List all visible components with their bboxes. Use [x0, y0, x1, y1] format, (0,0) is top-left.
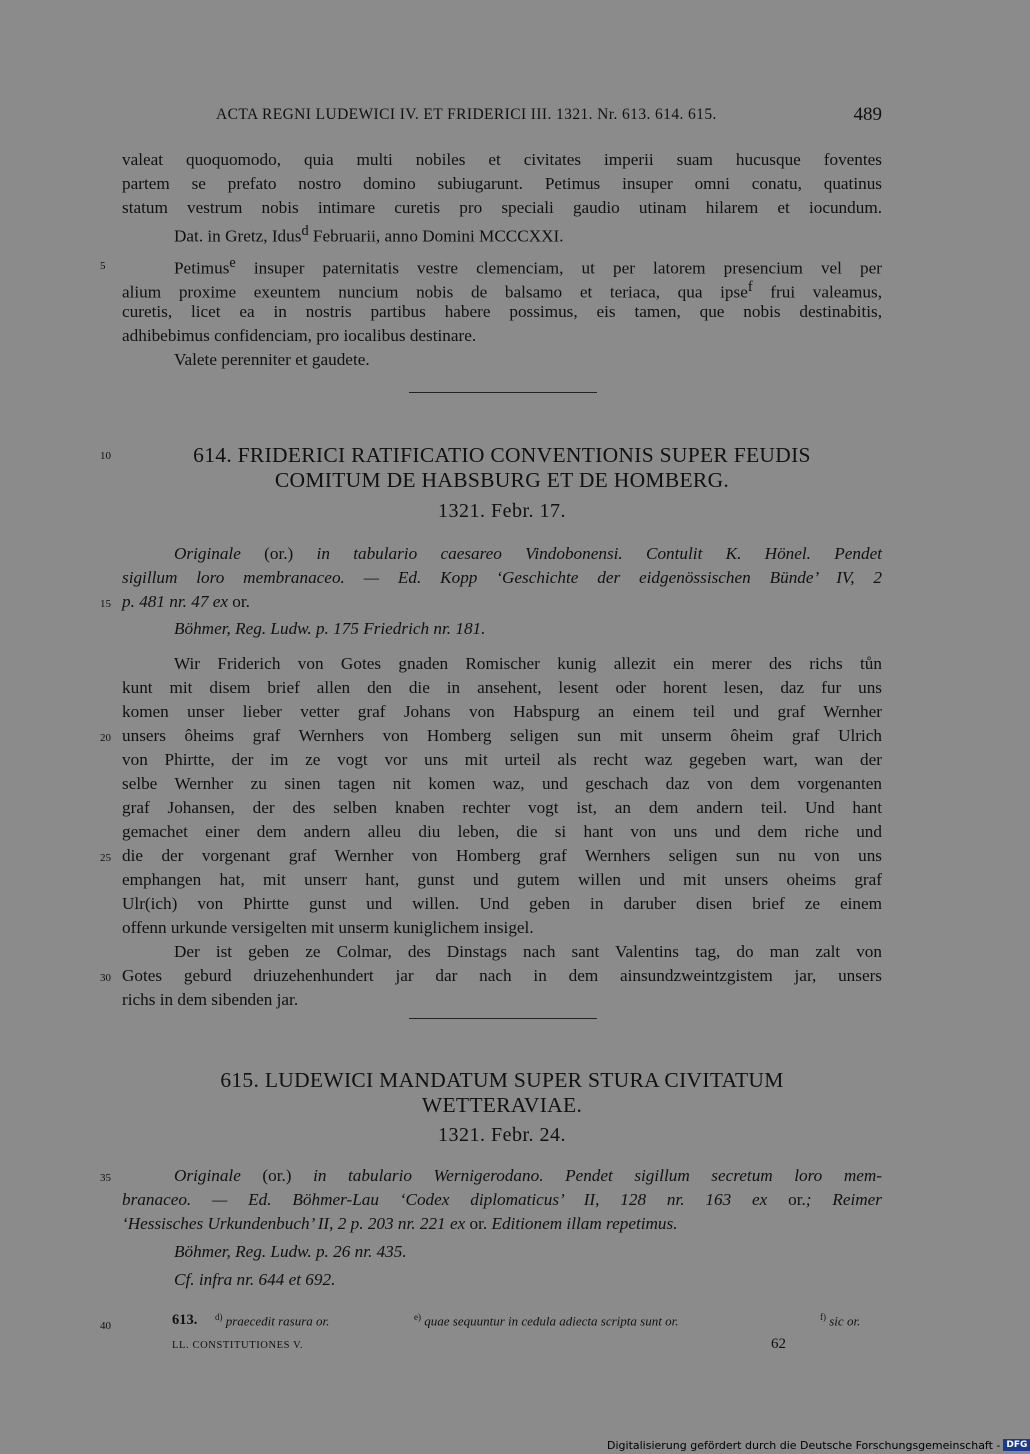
dfg-logo: DFG [1003, 1439, 1030, 1451]
line-number: 15 [100, 598, 111, 610]
line-number: 25 [100, 852, 111, 864]
charter-text-line: Ulr(ich) von Phirtte gunst und willen. Und geben in daruber disen brief ze einem [122, 894, 882, 913]
doc-heading: COMITUM DE HABSBURG ET DE HOMBERG. [274, 468, 730, 492]
doc-date: 1321. Febr. 17. [437, 500, 567, 522]
running-head [120, 106, 882, 130]
line-number: 40 [100, 1320, 111, 1332]
doc-heading: 615. LUDEWICI MANDATUM SUPER STURA CIVITATUM [220, 1068, 784, 1092]
charter-text-line: graf Johansen, der des selben knaben rechter vogt ist, an dem andern teil. Und hant [122, 798, 882, 817]
charter-text-line: unsers ôheims graf Wernhers von Homberg seligen sun mit unserm ôheim graf Ulrich [122, 726, 882, 745]
line-number: 35 [100, 1172, 111, 1184]
footnote-doc-number: 613. [172, 1312, 198, 1328]
source-note: branaceo. — Ed. Böhmer-Lau ‘Codex diplomaticus’ II, 128 nr. 163 ex or.; Reimer [122, 1190, 882, 1209]
charter-text-line: selbe Wernher zu sinen tagen nit komen waz, und geschach daz von dem vorgenanten [122, 774, 882, 793]
line-number: 30 [100, 972, 111, 984]
source-note: sigillum loro membranaceo. — Ed. Kopp ‘Geschichte der eidgenössischen Bünde’ IV, 2 [122, 568, 882, 587]
body-line: statum vestrum nobis intimare curetis pro speciali gaudio utinam hilarem et iocundum. [122, 198, 882, 217]
body-line: partem se prefato nostro domino subiugarunt. Petimus insuper omni conatu, quatinus [122, 174, 882, 193]
postscript-line: adhibebimus confidenciam, pro iocalibus destinare. [122, 326, 477, 345]
separator-rule [409, 1018, 597, 1019]
source-note: Originale (or.) in tabulario Wernigerodano. Pendet sigillum secretum loro mem- [174, 1166, 882, 1185]
charter-text-line: Wir Friderich von Gotes gnaden Romischer kunig allezit ein merer des richs tůn [174, 654, 882, 673]
footnotes [122, 1312, 882, 1332]
line-number: 10 [100, 450, 111, 462]
charter-text-line: emphangen hat, mit unserr hant, gunst und gutem willen und mit unsers oheims graf [122, 870, 882, 889]
charter-closing-line: richs in dem sibenden jar. [122, 990, 299, 1009]
charter-text-line: die der vorgenant graf Wernher von Homberg graf Wernhers seligen sun nu von uns [122, 846, 882, 865]
body-line: valeat quoquomodo, quia multi nobiles et civitates imperii suam hucusque foventes [122, 150, 882, 169]
doc-heading: WETTERAVIAE. [421, 1093, 583, 1117]
footnote-f: $^{f)}$ sic or. [820, 1312, 861, 1329]
page-number: 489 [853, 104, 882, 125]
charter-closing-line: Der ist geben ze Colmar, des Dinstags nach sant Valentins tag, do man zalt von [174, 942, 882, 961]
charter-text-line: komen unser lieber vetter graf Johans von Habspurg an einem teil und graf Wernher [122, 702, 882, 721]
dfg-credit [607, 1436, 1030, 1452]
separator-rule [409, 392, 597, 393]
charter-text-line: offenn urkunde versigelten mit unserm kuniglichem insigel. [122, 918, 534, 937]
charter-text-line: von Phirtte, der im ze vogt vor uns mit urteil als recht waz gegeben wart, wan der [122, 750, 882, 769]
charter-text-line: kunt mit disem brief allen den die in ansehent, lesent oder horent lesen, daz fur uns [122, 678, 882, 697]
running-head-title: ACTA REGNI LUDEWICI IV. ET FRIDERICI III. 1321. Nr. 613. 614. 615. [216, 106, 717, 123]
dating-clause: Dat. in Gretz, Idus$^d$ Februarii, anno Domini MCCCXXI. [174, 223, 564, 246]
line-number: 5 [100, 260, 106, 272]
doc-date: 1321. Febr. 24. [437, 1124, 567, 1146]
source-note: p. 481 nr. 47 ex or. [122, 592, 250, 611]
printer-signature: LL. CONSTITUTIONES V. [172, 1340, 304, 1351]
source-note: ‘Hessisches Urkundenbuch’ II, 2 p. 203 nr. 221 ex or. Editionem illam repetimus. [122, 1214, 678, 1233]
charter-closing-line: Gotes geburd driuzehenhundert jar dar nach in dem ainsundzweintzgistem jar, unsers [122, 966, 882, 985]
regesta-reference: Böhmer, Reg. Ludw. p. 175 Friedrich nr. 181. [174, 619, 486, 638]
line-number: 20 [100, 732, 111, 744]
footnote-d: $^{d)}$ praecedit rasura or. [215, 1312, 330, 1329]
valediction: Valete perenniter et gaudete. [174, 350, 370, 369]
footnote-e: $^{e)}$ quae sequuntur in cedula adiecta scripta sunt or. [414, 1312, 679, 1329]
source-note: Originale (or.) in tabulario caesareo Vindobonensi. Contulit K. Hönel. Pendet [174, 544, 882, 563]
postscript-line: alium proxime exeuntem nuncium nobis de balsamo et teriaca, qua ipse$^f$ frui valeamus, [122, 279, 882, 302]
regesta-reference: Böhmer, Reg. Ludw. p. 26 nr. 435. [174, 1242, 407, 1261]
dfg-credit-text: Digitalisierung gefördert durch die Deutsche Forschungsgemeinschaft - [607, 1438, 1001, 1452]
signature-number: 62 [771, 1336, 786, 1352]
postscript-line: curetis, licet ea in nostris partibus habere possimus, eis tamen, que nobis destinabitis, [122, 302, 882, 321]
charter-text-line: gemachet einer dem andern alleu diu leben, die si hant von uns und dem riche und [122, 822, 882, 841]
doc-heading: 614. FRIDERICI RATIFICATIO CONVENTIONIS SUPER FEUDIS [193, 443, 811, 467]
postscript-line: Petimus$^e$ insuper paternitatis vestre clemenciam, ut per latorem presencium vel per [174, 255, 882, 278]
cross-reference: Cf. infra nr. 644 et 692. [174, 1270, 336, 1289]
